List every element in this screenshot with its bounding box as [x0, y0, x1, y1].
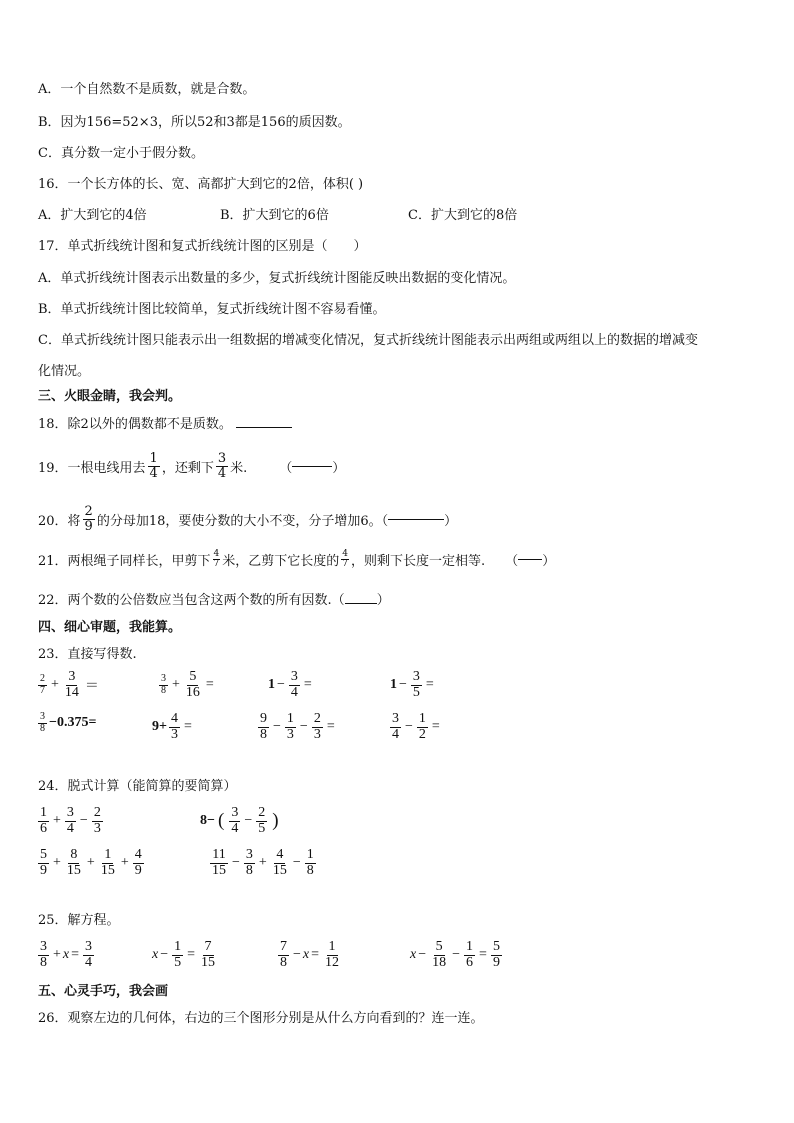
- q20: [38, 505, 457, 533]
- q23-expr-7: $\frac{9}{8}$ − $\frac{1}{3}$ − $\frac{2}{3}$ =: [260, 711, 335, 742]
- q24-expr-3: $\frac{5}{9}$ + $\frac{8}{15}$ + $\frac{1}{15}$ + $\frac{4}{9}$: [40, 847, 142, 878]
- q16-option-b: B．扩大到它的6倍: [220, 208, 329, 223]
- q23-expr-4: 1 − $\frac{3}{5}$ =: [390, 669, 434, 700]
- section-5-heading: 五、心灵手巧，我会画: [38, 984, 169, 999]
- q19-answer-blank[interactable]: [292, 466, 332, 467]
- q15-option-a: A．一个自然数不是质数，就是合数。: [38, 82, 256, 97]
- q16-option-c: C．扩大到它的8倍: [408, 208, 518, 223]
- q21-fraction-1: $\frac{4}{7}$: [213, 549, 220, 570]
- q20-answer-blank[interactable]: [388, 519, 444, 520]
- q19-pre: 19．一根电线用去: [38, 460, 146, 476]
- q23-expr-5: $\frac{3}{8}$ −0.375=: [40, 711, 97, 734]
- q21-paren-left: （: [505, 554, 519, 570]
- q21-paren-right: ）: [542, 554, 556, 570]
- q21-fraction-2: $\frac{4}{7}$: [342, 549, 349, 570]
- q22-paren-right: ）: [376, 593, 390, 608]
- q16-stem: 16．一个长方体的长、宽、高都扩大到它的2倍，体积( ): [38, 177, 364, 192]
- q20-fraction: $\frac{2}{9}$: [84, 504, 93, 534]
- q25-eq-2: x − $\frac{1}{5}$ = $\frac{7}{15}$: [152, 939, 216, 970]
- q17-option-c-cont: 化情况。: [38, 364, 91, 379]
- q19-paren-right: ）: [332, 460, 346, 476]
- q19-paren-left: （: [279, 460, 293, 476]
- q25-eq-1: $\frac{3}{8}$ + x = $\frac{3}{4}$: [40, 939, 93, 970]
- q16-option-a: A．扩大到它的4倍: [38, 208, 147, 223]
- q20-pre: 20．将: [38, 513, 81, 529]
- q23-stem: 23．直接写得数.: [38, 647, 137, 662]
- q25-eq-3: $\frac{7}{8}$ − x = $\frac{1}{12}$: [280, 939, 340, 970]
- q23-expr-8: $\frac{3}{4}$ − $\frac{1}{2}$ =: [392, 711, 440, 742]
- q23-expr-2: $\frac{3}{8}$ + $\frac{5}{16}$ =: [161, 669, 214, 700]
- q22-answer-blank[interactable]: [345, 603, 377, 604]
- section-4-heading: 四、细心审题，我能算。: [38, 620, 182, 635]
- q19-mid: ，还剩下: [161, 460, 214, 476]
- q18-answer-blank[interactable]: [236, 427, 292, 428]
- q17-stem: 17．单式折线统计图和复式折线统计图的区别是（ ）: [38, 239, 367, 254]
- q15-option-b: B．因为156=52×3，所以52和3都是156的质因数。: [38, 115, 351, 130]
- section-3-heading: 三、火眼金睛，我会判。: [38, 389, 182, 404]
- q19-fraction-left: $\frac{3}{4}$: [217, 451, 227, 481]
- q21-pre: 21．两根绳子同样长，甲剪下: [38, 554, 211, 570]
- q26: 26．观察左边的几何体，右边的三个图形分别是从什么方向看到的？连一连。: [38, 1011, 484, 1026]
- q21-answer-blank[interactable]: [518, 559, 542, 560]
- q20-post: 的分母加18，要使分数的大小不变，分子增加6。（: [96, 513, 389, 529]
- q21-post: ，则剩下长度一定相等.: [351, 554, 486, 570]
- q22: [38, 592, 390, 610]
- q24-expr-2: 8− ( $\frac{3}{4}$ − $\frac{2}{5}$ ): [200, 805, 279, 836]
- q24-expr-1: $\frac{1}{6}$ + $\frac{3}{4}$ − $\frac{2}{3}$: [40, 805, 101, 836]
- q25-eq-4: x − $\frac{5}{18}$ − $\frac{1}{6}$ = $\frac{5}{9}$: [410, 939, 500, 970]
- q22-text: 22．两个数的公倍数应当包含这两个数的所有因数.（: [38, 593, 345, 608]
- q15-option-c: C．真分数一定小于假分数。: [38, 146, 204, 161]
- q17-option-b: B．单式折线统计图比较简单，复式折线统计图不容易看懂。: [38, 302, 386, 317]
- q16-options: [38, 207, 518, 225]
- q23-expr-6: 9+ $\frac{4}{3}$ =: [152, 711, 192, 742]
- q23-expr-1: $\frac{2}{7}$ + $\frac{3}{14}$ ＝: [40, 669, 99, 700]
- q25-stem: 25．解方程。: [38, 913, 120, 928]
- q24-expr-4: $\frac{11}{15}$ − $\frac{3}{8}$ + $\frac{4}{15}$ − $\frac{1}{8}$: [212, 847, 314, 878]
- q17-option-a: A．单式折线统计图表示出数量的多少，复式折线统计图能反映出数据的变化情况。: [38, 271, 516, 286]
- q19-post: 米.: [230, 460, 248, 476]
- q21-mid: 米，乙剪下它长度的: [222, 554, 340, 570]
- q21: [38, 550, 555, 570]
- q20-paren-right: ）: [444, 513, 458, 529]
- q18-text: 18．除2以外的偶数都不是质数。: [38, 417, 232, 432]
- q19-fraction-used: $\frac{1}{4}$: [149, 451, 158, 481]
- q24-stem: 24．脱式计算（能简算的要简算）: [38, 779, 237, 794]
- q19: [38, 452, 345, 480]
- q17-option-c: C．单式折线统计图只能表示出一组数据的增减变化情况，复式折线统计图能表示出两组或两组以上的数据的增减变: [38, 333, 698, 348]
- q18: [38, 416, 292, 434]
- q23-expr-3: 1 − $\frac{3}{4}$ =: [268, 669, 312, 700]
